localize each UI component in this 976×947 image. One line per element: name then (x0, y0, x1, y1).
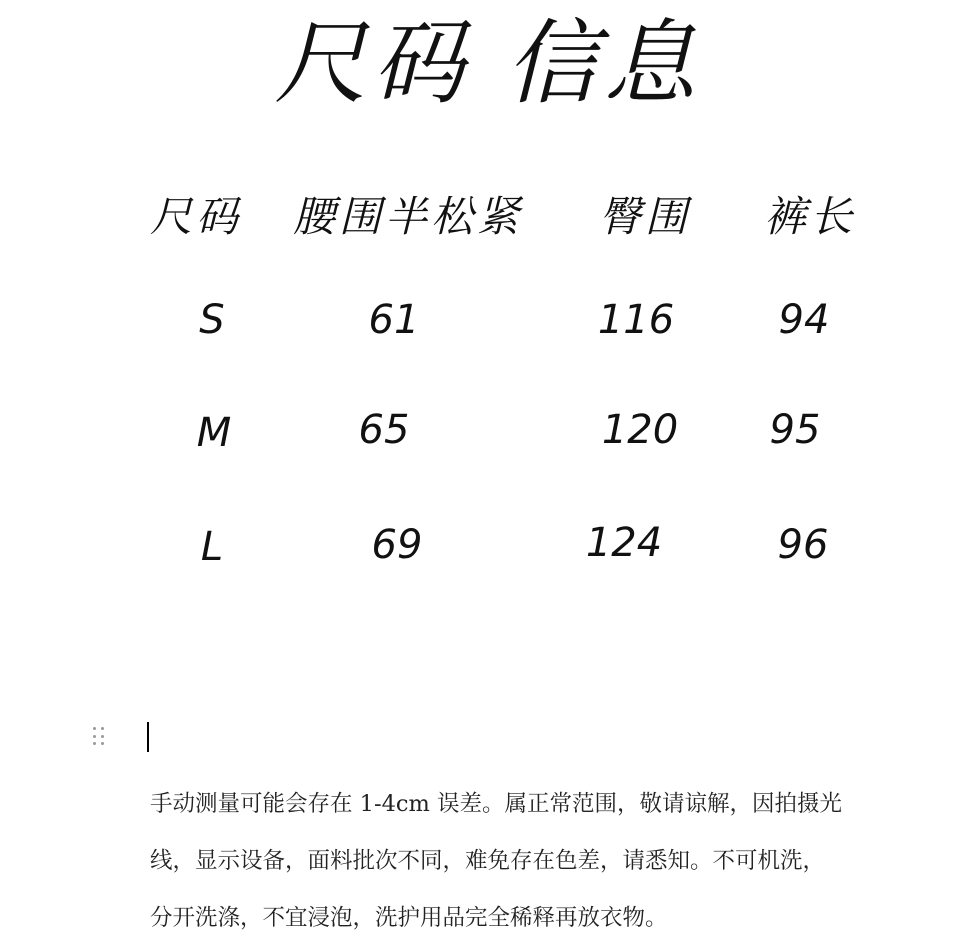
row-l-size: L (200, 524, 224, 570)
row-s-size: S (199, 297, 225, 343)
header-waist: 腰围半松紧 (292, 192, 524, 241)
header-hip: 臀围 (598, 192, 692, 241)
row-s-hip: 116 (597, 297, 675, 343)
note-line: 分开洗涤，不宜浸泡，洗护用品完全稀释再放衣物。 (150, 905, 668, 931)
page-title: 尺码 信息 (274, 10, 702, 117)
row-l-hip: 124 (585, 520, 663, 566)
row-l-length: 96 (777, 522, 829, 568)
header-size: 尺码 (149, 192, 243, 241)
drag-handle-icon[interactable] (93, 727, 105, 747)
text-cursor (147, 722, 149, 752)
header-length: 裤长 (763, 192, 857, 241)
row-m-length: 95 (769, 407, 821, 453)
row-s-length: 94 (778, 297, 830, 343)
row-s-waist: 61 (368, 297, 420, 343)
note-line: 手动测量可能会存在 1-4cm 误差。属正常范围，敬请谅解，因拍摄光 (150, 791, 842, 817)
row-m-hip: 120 (601, 407, 679, 453)
note-line: 线，显示设备，面料批次不同，难免存在色差，请悉知。不可机洗， (150, 848, 826, 874)
row-m-size: M (196, 410, 232, 456)
row-l-waist: 69 (371, 522, 423, 568)
row-m-waist: 65 (358, 407, 410, 453)
care-note[interactable] (150, 776, 910, 947)
